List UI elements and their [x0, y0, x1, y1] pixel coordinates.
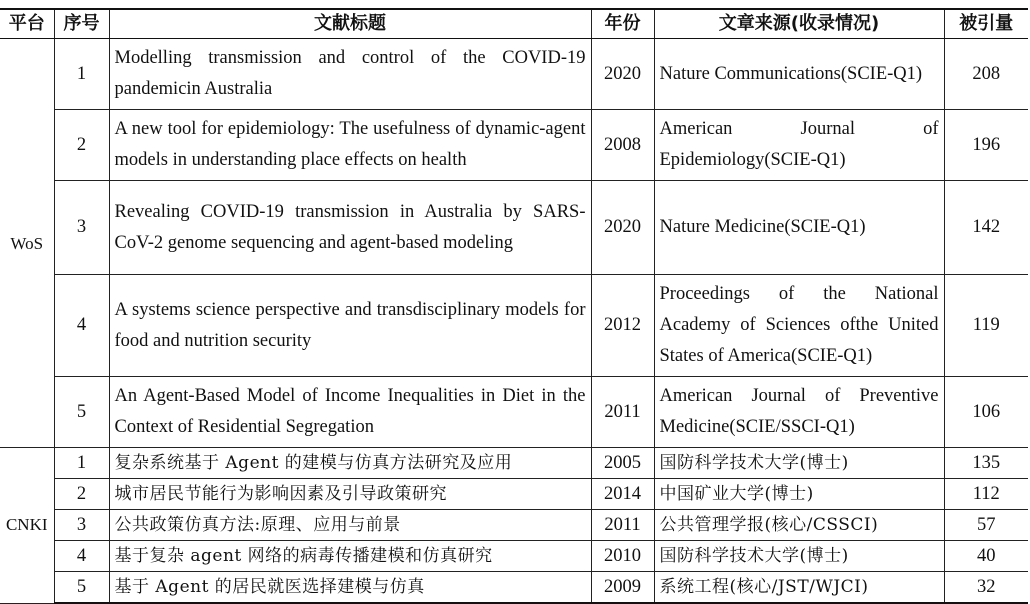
header-title: 文献标题	[109, 9, 591, 39]
paper-source: American Journal of Preventive Medicine(SCIE/SSCI-Q1)	[654, 377, 944, 448]
row-number: 2	[54, 479, 109, 510]
literature-table	[0, 8, 1028, 604]
paper-title: 城市居民节能行为影响因素及引导政策研究	[109, 479, 591, 510]
paper-title: 公共政策仿真方法:原理、应用与前景	[109, 510, 591, 541]
paper-source: 公共管理学报(核心/CSSCI)	[654, 510, 944, 541]
table-row	[0, 110, 1028, 181]
paper-year: 2005	[591, 448, 654, 479]
row-number: 4	[54, 541, 109, 572]
row-number: 1	[54, 448, 109, 479]
table-row	[0, 541, 1028, 572]
paper-year: 2010	[591, 541, 654, 572]
row-number: 3	[54, 181, 109, 275]
row-number: 4	[54, 275, 109, 377]
table-row	[0, 572, 1028, 604]
citation-count: 106	[944, 377, 1028, 448]
paper-title: Revealing COVID-19 transmission in Australia by SARS-CoV-2 genome sequencing and agent-based modeling	[109, 181, 591, 275]
citation-count: 112	[944, 479, 1028, 510]
citation-count: 196	[944, 110, 1028, 181]
header-citations: 被引量	[944, 9, 1028, 39]
row-number: 2	[54, 110, 109, 181]
row-number: 5	[54, 572, 109, 604]
platform-cell-cnki: CNKI	[0, 448, 54, 604]
row-number: 3	[54, 510, 109, 541]
paper-source: 国防科学技术大学(博士)	[654, 448, 944, 479]
citation-count: 142	[944, 181, 1028, 275]
citation-count: 119	[944, 275, 1028, 377]
paper-year: 2008	[591, 110, 654, 181]
table-row	[0, 510, 1028, 541]
table-row	[0, 275, 1028, 377]
paper-year: 2011	[591, 510, 654, 541]
paper-year: 2011	[591, 377, 654, 448]
table-row	[0, 377, 1028, 448]
row-number: 5	[54, 377, 109, 448]
paper-year: 2020	[591, 181, 654, 275]
table-row	[0, 448, 1028, 479]
header-platform: 平台	[0, 9, 54, 39]
paper-title: An Agent-Based Model of Income Inequalities in Diet in the Context of Residential Segregation	[109, 377, 591, 448]
row-number: 1	[54, 39, 109, 110]
paper-source: 国防科学技术大学(博士)	[654, 541, 944, 572]
paper-title: 基于 Agent 的居民就医选择建模与仿真	[109, 572, 591, 604]
paper-source: Nature Medicine(SCIE-Q1)	[654, 181, 944, 275]
citation-count: 32	[944, 572, 1028, 604]
paper-source: 系统工程(核心/JST/WJCI)	[654, 572, 944, 604]
paper-source: Nature Communications(SCIE-Q1)	[654, 39, 944, 110]
paper-title: A systems science perspective and transdisciplinary models for food and nutrition security	[109, 275, 591, 377]
paper-year: 2012	[591, 275, 654, 377]
table-header	[0, 9, 1028, 39]
table-body	[0, 39, 1028, 604]
paper-source: American Journal of Epidemiology(SCIE-Q1)	[654, 110, 944, 181]
table-row	[0, 39, 1028, 110]
platform-cell-wos: WoS	[0, 39, 54, 448]
header-row	[0, 9, 1028, 39]
paper-year: 2014	[591, 479, 654, 510]
header-no: 序号	[54, 9, 109, 39]
table-row	[0, 479, 1028, 510]
header-year: 年份	[591, 9, 654, 39]
citation-count: 135	[944, 448, 1028, 479]
paper-year: 2020	[591, 39, 654, 110]
citation-count: 40	[944, 541, 1028, 572]
paper-title: Modelling transmission and control of the COVID-19 pandemicin Australia	[109, 39, 591, 110]
table-row	[0, 181, 1028, 275]
citation-count: 57	[944, 510, 1028, 541]
paper-source: 中国矿业大学(博士)	[654, 479, 944, 510]
paper-title: 基于复杂 agent 网络的病毒传播建模和仿真研究	[109, 541, 591, 572]
paper-year: 2009	[591, 572, 654, 604]
paper-source: Proceedings of the National Academy of Sciences ofthe United States of America(SCIE-Q1)	[654, 275, 944, 377]
citation-count: 208	[944, 39, 1028, 110]
paper-title: A new tool for epidemiology: The usefulness of dynamic-agent models in understanding place effects on health	[109, 110, 591, 181]
header-source: 文章来源(收录情况)	[654, 9, 944, 39]
paper-title: 复杂系统基于 Agent 的建模与仿真方法研究及应用	[109, 448, 591, 479]
